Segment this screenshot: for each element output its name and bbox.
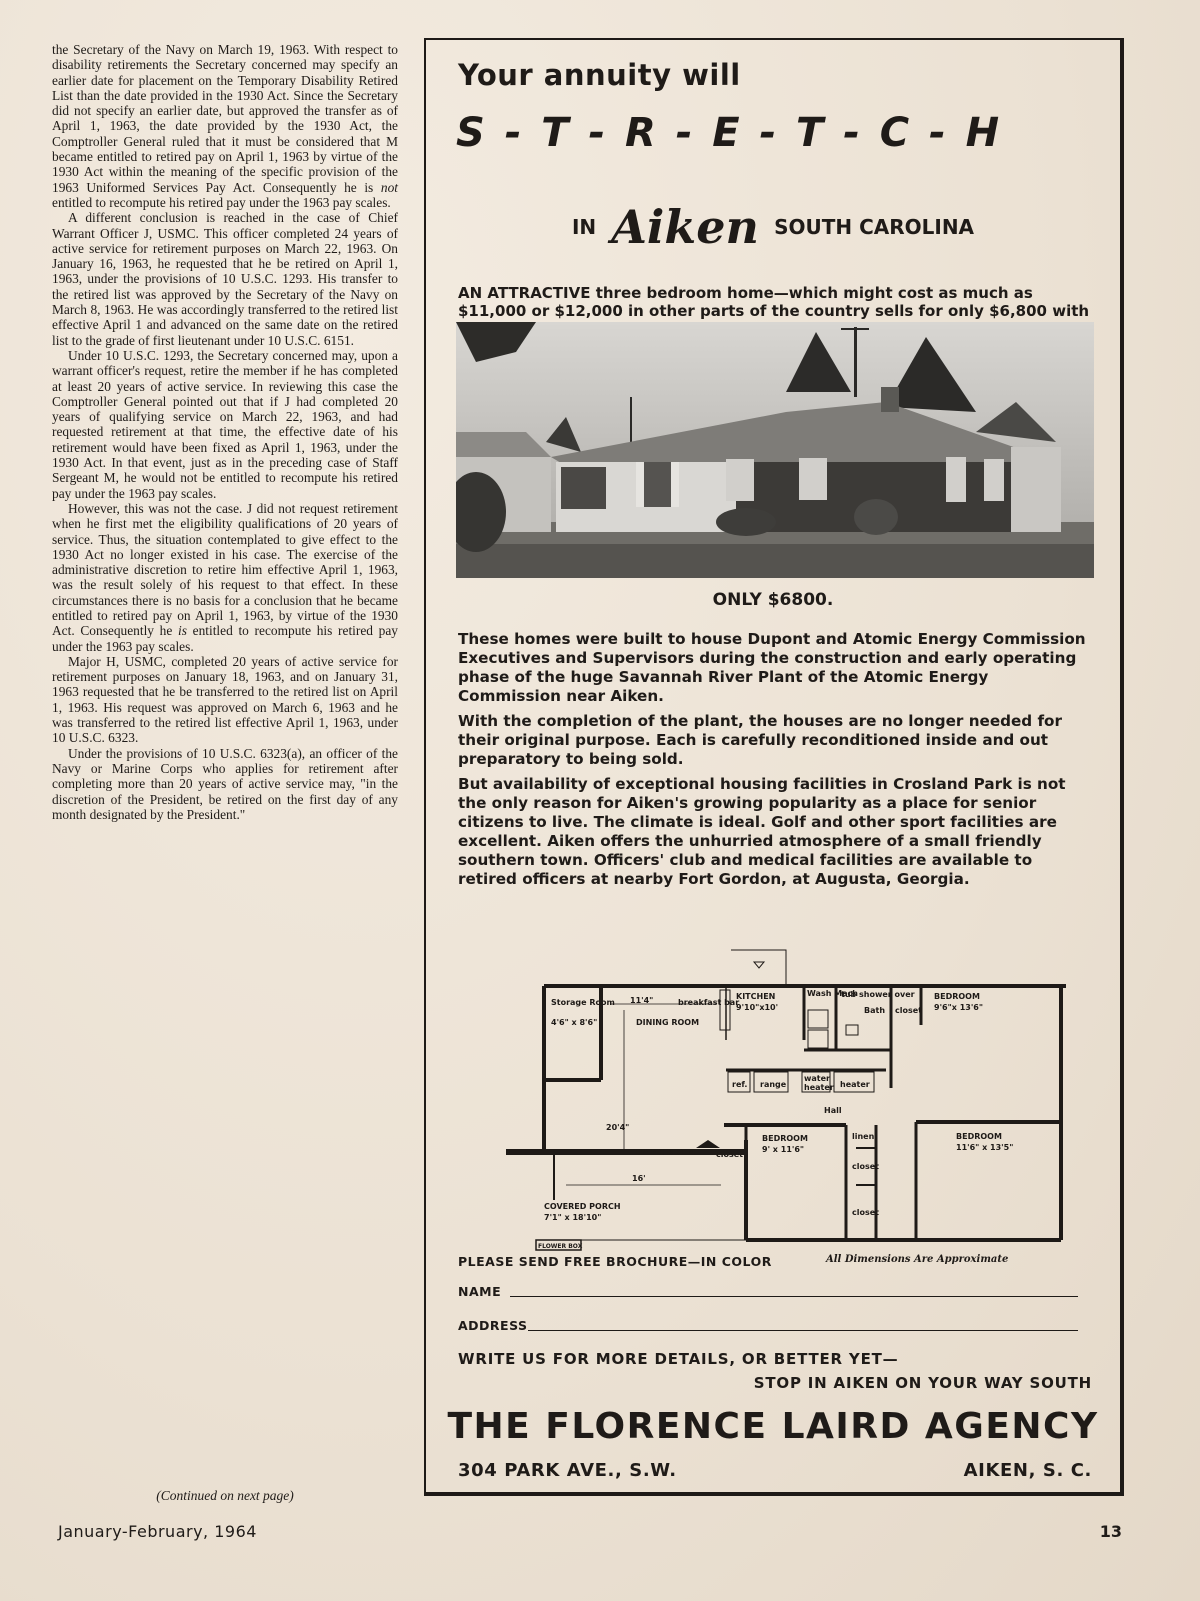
dimension-label: 16' [632, 1174, 646, 1183]
ad-in: IN [571, 215, 597, 239]
flower-box-label: FLOWER BOX [538, 1243, 583, 1250]
closet-label: closet [852, 1208, 879, 1217]
price-heading: ONLY $6800. [712, 590, 834, 610]
storage-room-label: Storage Room [551, 998, 615, 1007]
living-room-label: LIVING ROOM [634, 1148, 696, 1157]
ad-paragraph: These homes were built to house Dupont and Atomic Energy Commission Executives and Supervisors during the construction and early operating phase of the huge Savannah River Plant of the Atomic Energy Commission near Aiken. [458, 630, 1086, 705]
dining-room-label: DINING ROOM [636, 1018, 700, 1027]
kitchen-dims: 9'10"x10' [736, 1003, 779, 1012]
floor-plan [506, 940, 1066, 1270]
bedroom-label: BEDROOM [762, 1134, 808, 1143]
bedroom-dims: 9'6"x 13'6" [934, 1003, 984, 1012]
heater-label: heater [840, 1080, 870, 1089]
bedroom-dims: 11'6" x 13'5" [956, 1143, 1014, 1152]
closet-label: closet [895, 1006, 922, 1015]
address-field[interactable] [458, 1318, 1078, 1334]
ad-city: Aiken [611, 200, 759, 254]
ad-paragraph: With the completion of the plant, the houses are no longer needed for their original purpose. Each is carefully reconditioned inside and out preparatory to being sold. [458, 712, 1062, 768]
bedroom-label: BEDROOM [934, 992, 980, 1001]
article-paragraph: Major H, USMC, completed 20 years of active service for retirement purposes on January 18, 1963, and on January 31, 1963 requested that he be transferred to the retired list on April 1, 1963. His request was approved on March 6, 1963 and he was transferred to the retired list effective April 1, 1963, under 10 U.S.C. 6323. [52, 653, 398, 746]
storage-room-dims: 4'6" x 8'6" [551, 1018, 598, 1027]
ad-intro: AN ATTRACTIVE three bedroom home—which might cost as much as $11,000 or $12,000 in other parts of the country sells for only $6,800 with [458, 284, 1090, 320]
agency-name: THE FLORENCE LAIRD AGENCY [447, 1406, 1099, 1447]
dimension-label: 11'4" [630, 996, 654, 1005]
real-estate-ad [424, 38, 1124, 1496]
breakfast-bar-label: breakfast bar [678, 998, 740, 1007]
brochure-request-title: PLEASE SEND FREE BROCHURE—IN COLOR [458, 1254, 772, 1269]
ad-location [426, 200, 1120, 254]
article-paragraph: A different conclusion is reached in the case of Chief Warrant Officer J, USMC. This officer completed 24 years of active service for retirement purposes on March 22, 1963. On January 16, 1963, he requested that he be retired on April 1, 1963, under the provisions of 10 U.S.C. 1293. His transfer to the retired list was approved by the Secretary of the Navy on March 8, 1963. He was accordingly transferred to the retired list effective April 1 and advanced on the same date on the retired list to the grade of first lieutenant under 10 U.S.C. 6151. [52, 210, 398, 348]
name-field[interactable] [458, 1284, 1078, 1300]
address-line[interactable] [528, 1330, 1078, 1331]
ad-paragraph: But availability of exceptional housing facilities in Crosland Park is not the only reason for Aiken's growing popularity as a place for senior citizens to live. The climate is ideal. Golf and other sport facilities are excellent. Aiken offers the unhurried atmosphere of a small friendly southern town. Officers' club and medical facilities are available to retired officers at nearby Fort Gordon, at Augusta, Georgia. [458, 775, 1066, 888]
article-paragraph: Under the provisions of 10 U.S.C. 6323(a), an officer of the Navy or Marine Corps who applies for retirement after completing more than 20 years of active service may, "in the discretion of the President, be retired on the first day of any month designated by the President." [52, 745, 398, 822]
agency-city: AIKEN, S. C. [963, 1460, 1092, 1481]
bedroom-dims: 9' x 11'6" [762, 1145, 805, 1154]
water-heater-label: water heater [804, 1074, 834, 1092]
wash-machine-label: Wash Mach [807, 989, 858, 998]
bedroom-label: BEDROOM [956, 1132, 1002, 1141]
name-line[interactable] [510, 1296, 1078, 1297]
linen-label: linen [852, 1132, 875, 1141]
closet-label: closet [716, 1150, 743, 1159]
range-label: range [760, 1080, 787, 1089]
closet-label: closet [852, 1162, 879, 1171]
article-column [52, 42, 398, 822]
dimensions-note: All Dimensions Are Approximate [826, 1254, 1009, 1265]
ad-headline: Your annuity will [458, 58, 741, 92]
hall-label: Hall [824, 1106, 842, 1115]
address-label: ADDRESS [458, 1318, 528, 1333]
article-paragraph: the Secretary of the Navy on March 19, 1963. With respect to disability retirements the Secretary concerned may specify an earlier date for placement on the Temporary Disability Retired List than the date provided in the 1930 Act. Since the Secretary did not specify an earlier date, but approved the transfer as of April 1, 1963, the date provided by the 1930 Act, the Comptroller General ruled that it must be considered that M became entitled to retired pay on April 1, 1963 by virtue of the 1930 Act within the meaning of the specific provision of the 1963 Uniformed Services Pay Act. Consequently he is not entitled to recompute his retired pay under the 1963 pay scales. [52, 42, 398, 210]
house-photo [456, 322, 1094, 578]
article-paragraph: However, this was not the case. J did not request retirement when he first met the eligibility qualifications of 20 years of service. Thus, the situation contemplated to give effect to the 1930 Act no longer existed in his case. The exercise of the administrative discretion to retire him effective April 1, 1963, was the result solely of his request to that effect. In these circumstances there is no basis for a conclusion that he became entitled to retired pay on April 1, 1963, by virtue of the 1930 Act. Consequently he is entitled to recompute his retired pay under the 1963 pay scales. [52, 500, 398, 654]
issue-date: January-February, 1964 [58, 1522, 257, 1541]
call-to-action: STOP IN AIKEN ON YOUR WAY SOUTH [753, 1374, 1092, 1392]
kitchen-label: KITCHEN [736, 992, 776, 1001]
agency-street: 304 PARK AVE., S.W. [458, 1460, 677, 1481]
article-paragraph: Under 10 U.S.C. 1293, the Secretary concerned may, upon a warrant officer's request, retire the member if he has completed at least 20 years of active service. In reviewing this case the Comptroller General pointed out that if J had completed 20 years of qualifying service on March 22, 1963, and had requested retirement at that time, the effective date of his retirement would have been fixed as April 1, 1963, under the 1930 Act. In that event, just as in the preceding case of Staff Sergeant M, he would not be entitled to recompute his retired pay under the 1963 pay scales. [52, 347, 398, 501]
bath-label: Bath [864, 1006, 886, 1015]
continued-note: (Continued on next page) [156, 1488, 294, 1503]
ad-state: SOUTH CAROLINA [774, 215, 975, 239]
refrigerator-label: ref. [732, 1080, 748, 1089]
covered-porch-dims: 7'1" x 18'10" [544, 1213, 602, 1222]
dimension-label: 20'4" [606, 1123, 630, 1132]
page-number: 13 [1099, 1522, 1122, 1541]
call-to-action: WRITE US FOR MORE DETAILS, OR BETTER YET— [458, 1350, 899, 1368]
covered-porch-label: COVERED PORCH [544, 1202, 621, 1211]
ad-stretch-text: S - T - R - E - T - C - H [456, 110, 1003, 156]
tub-shower-label: tub shower over [841, 990, 915, 999]
name-label: NAME [458, 1284, 502, 1299]
